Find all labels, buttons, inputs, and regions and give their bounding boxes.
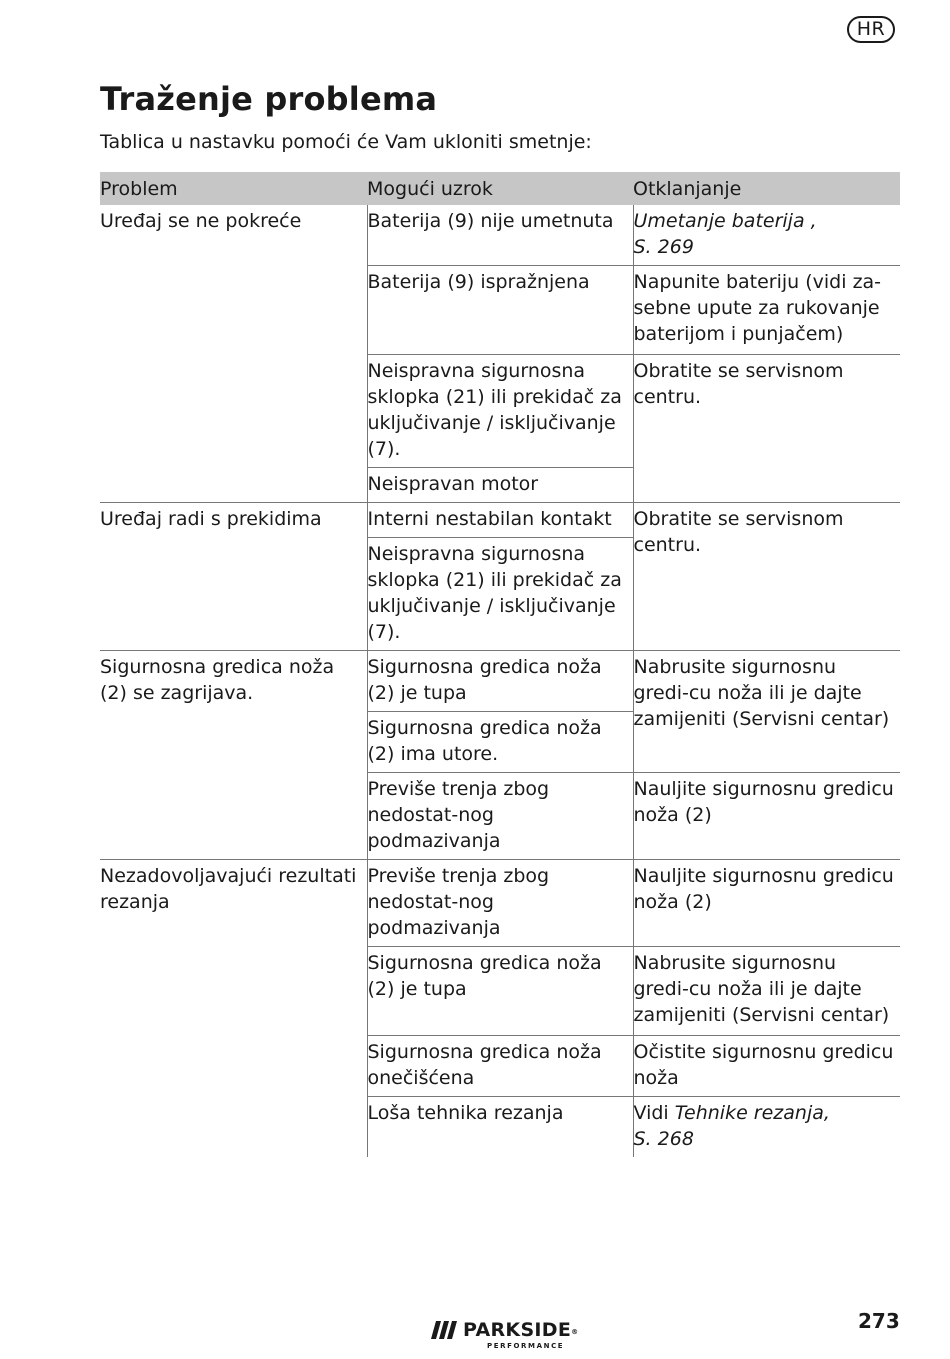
problem-cell: Uređaj radi s prekidima	[100, 503, 367, 651]
cause-cell: Interni nestabilan kontakt	[367, 503, 633, 538]
cause-cell: Sigurnosna gredica noža onečišćena	[367, 1036, 633, 1097]
solution-cell: Nabrusite sigurnosnu gredi-cu noža ili je dajte zamijeniti (Servisni centar)	[633, 947, 900, 1036]
cause-cell: Neispravan motor	[367, 468, 633, 503]
cause-cell: Sigurnosna gredica noža (2) ima utore.	[367, 712, 633, 773]
page-number: 273	[858, 1309, 900, 1333]
problem-cell: Nezadovoljavajući rezultati rezanja	[100, 860, 367, 1158]
table-row	[100, 503, 900, 538]
solution-cell: Obratite se servisnom centru.	[633, 355, 900, 503]
solution-cell: Nauljite sigurnosnu gredicu noža (2)	[633, 773, 900, 860]
solution-link-text: Umetanje baterija ,	[633, 210, 817, 232]
parkside-logo	[431, 1318, 583, 1354]
cause-cell: Neispravna sigurnosna sklopka (21) ili prekidač za uključivanje / isključivanje (7).	[367, 538, 633, 651]
solution-cell: Nauljite sigurnosnu gredicu noža (2)	[633, 860, 900, 947]
page-title: Traženje problema	[100, 80, 438, 118]
header-solution: Otklanjanje	[633, 172, 900, 205]
logo-subtitle: PERFORMANCE	[487, 1342, 565, 1350]
solution-page-ref: S. 268	[633, 1128, 694, 1150]
solution-cell: Obratite se servisnom centru.	[633, 503, 900, 651]
cause-cell: Sigurnosna gredica noža (2) je tupa	[367, 651, 633, 712]
cause-cell: Previše trenja zbog nedostat-nog podmazivanja	[367, 860, 633, 947]
solution-page-ref: S. 269	[633, 236, 694, 258]
cause-cell: Sigurnosna gredica noža (2) je tupa	[367, 947, 633, 1036]
cause-cell: Baterija (9) nije umetnuta	[367, 205, 633, 266]
header-cause: Mogući uzrok	[367, 172, 633, 205]
table-row	[100, 651, 900, 712]
logo-stripes-icon	[431, 1321, 458, 1339]
logo-brand: PARKSIDE®	[463, 1319, 579, 1341]
intro-text: Tablica u nastavku pomoći će Vam ukloniti smetnje:	[100, 131, 592, 153]
solution-cell	[633, 205, 900, 266]
solution-link-text: Tehnike rezanja,	[674, 1102, 830, 1124]
cause-cell: Loša tehnika rezanja	[367, 1097, 633, 1158]
cause-cell: Previše trenja zbog nedostat-nog podmazivanja	[367, 773, 633, 860]
problem-cell: Uređaj se ne pokreće	[100, 210, 302, 232]
solution-cell	[633, 1097, 900, 1158]
cause-cell: Neispravna sigurnosna sklopka (21) ili prekidač za uključivanje / isključivanje (7).	[367, 355, 633, 468]
solution-cell: Nabrusite sigurnosnu gredi-cu noža ili je dajte zamijeniti (Servisni centar)	[633, 651, 900, 773]
solution-prefix: Vidi	[633, 1102, 669, 1124]
troubleshooting-table	[100, 172, 900, 1157]
solution-cell: Napunite bateriju (vidi za-sebne upute za rukovanje baterijom i punjačem)	[633, 266, 900, 355]
table-row	[100, 860, 900, 947]
language-badge: HR	[847, 16, 895, 43]
header-problem: Problem	[100, 172, 367, 205]
table-row	[100, 205, 900, 266]
table-header-row	[100, 172, 900, 205]
solution-cell: Očistite sigurnosnu gredicu noža	[633, 1036, 900, 1097]
cause-cell: Baterija (9) ispražnjena	[367, 266, 633, 355]
problem-cell: Sigurnosna gredica noža (2) se zagrijava.	[100, 651, 367, 860]
